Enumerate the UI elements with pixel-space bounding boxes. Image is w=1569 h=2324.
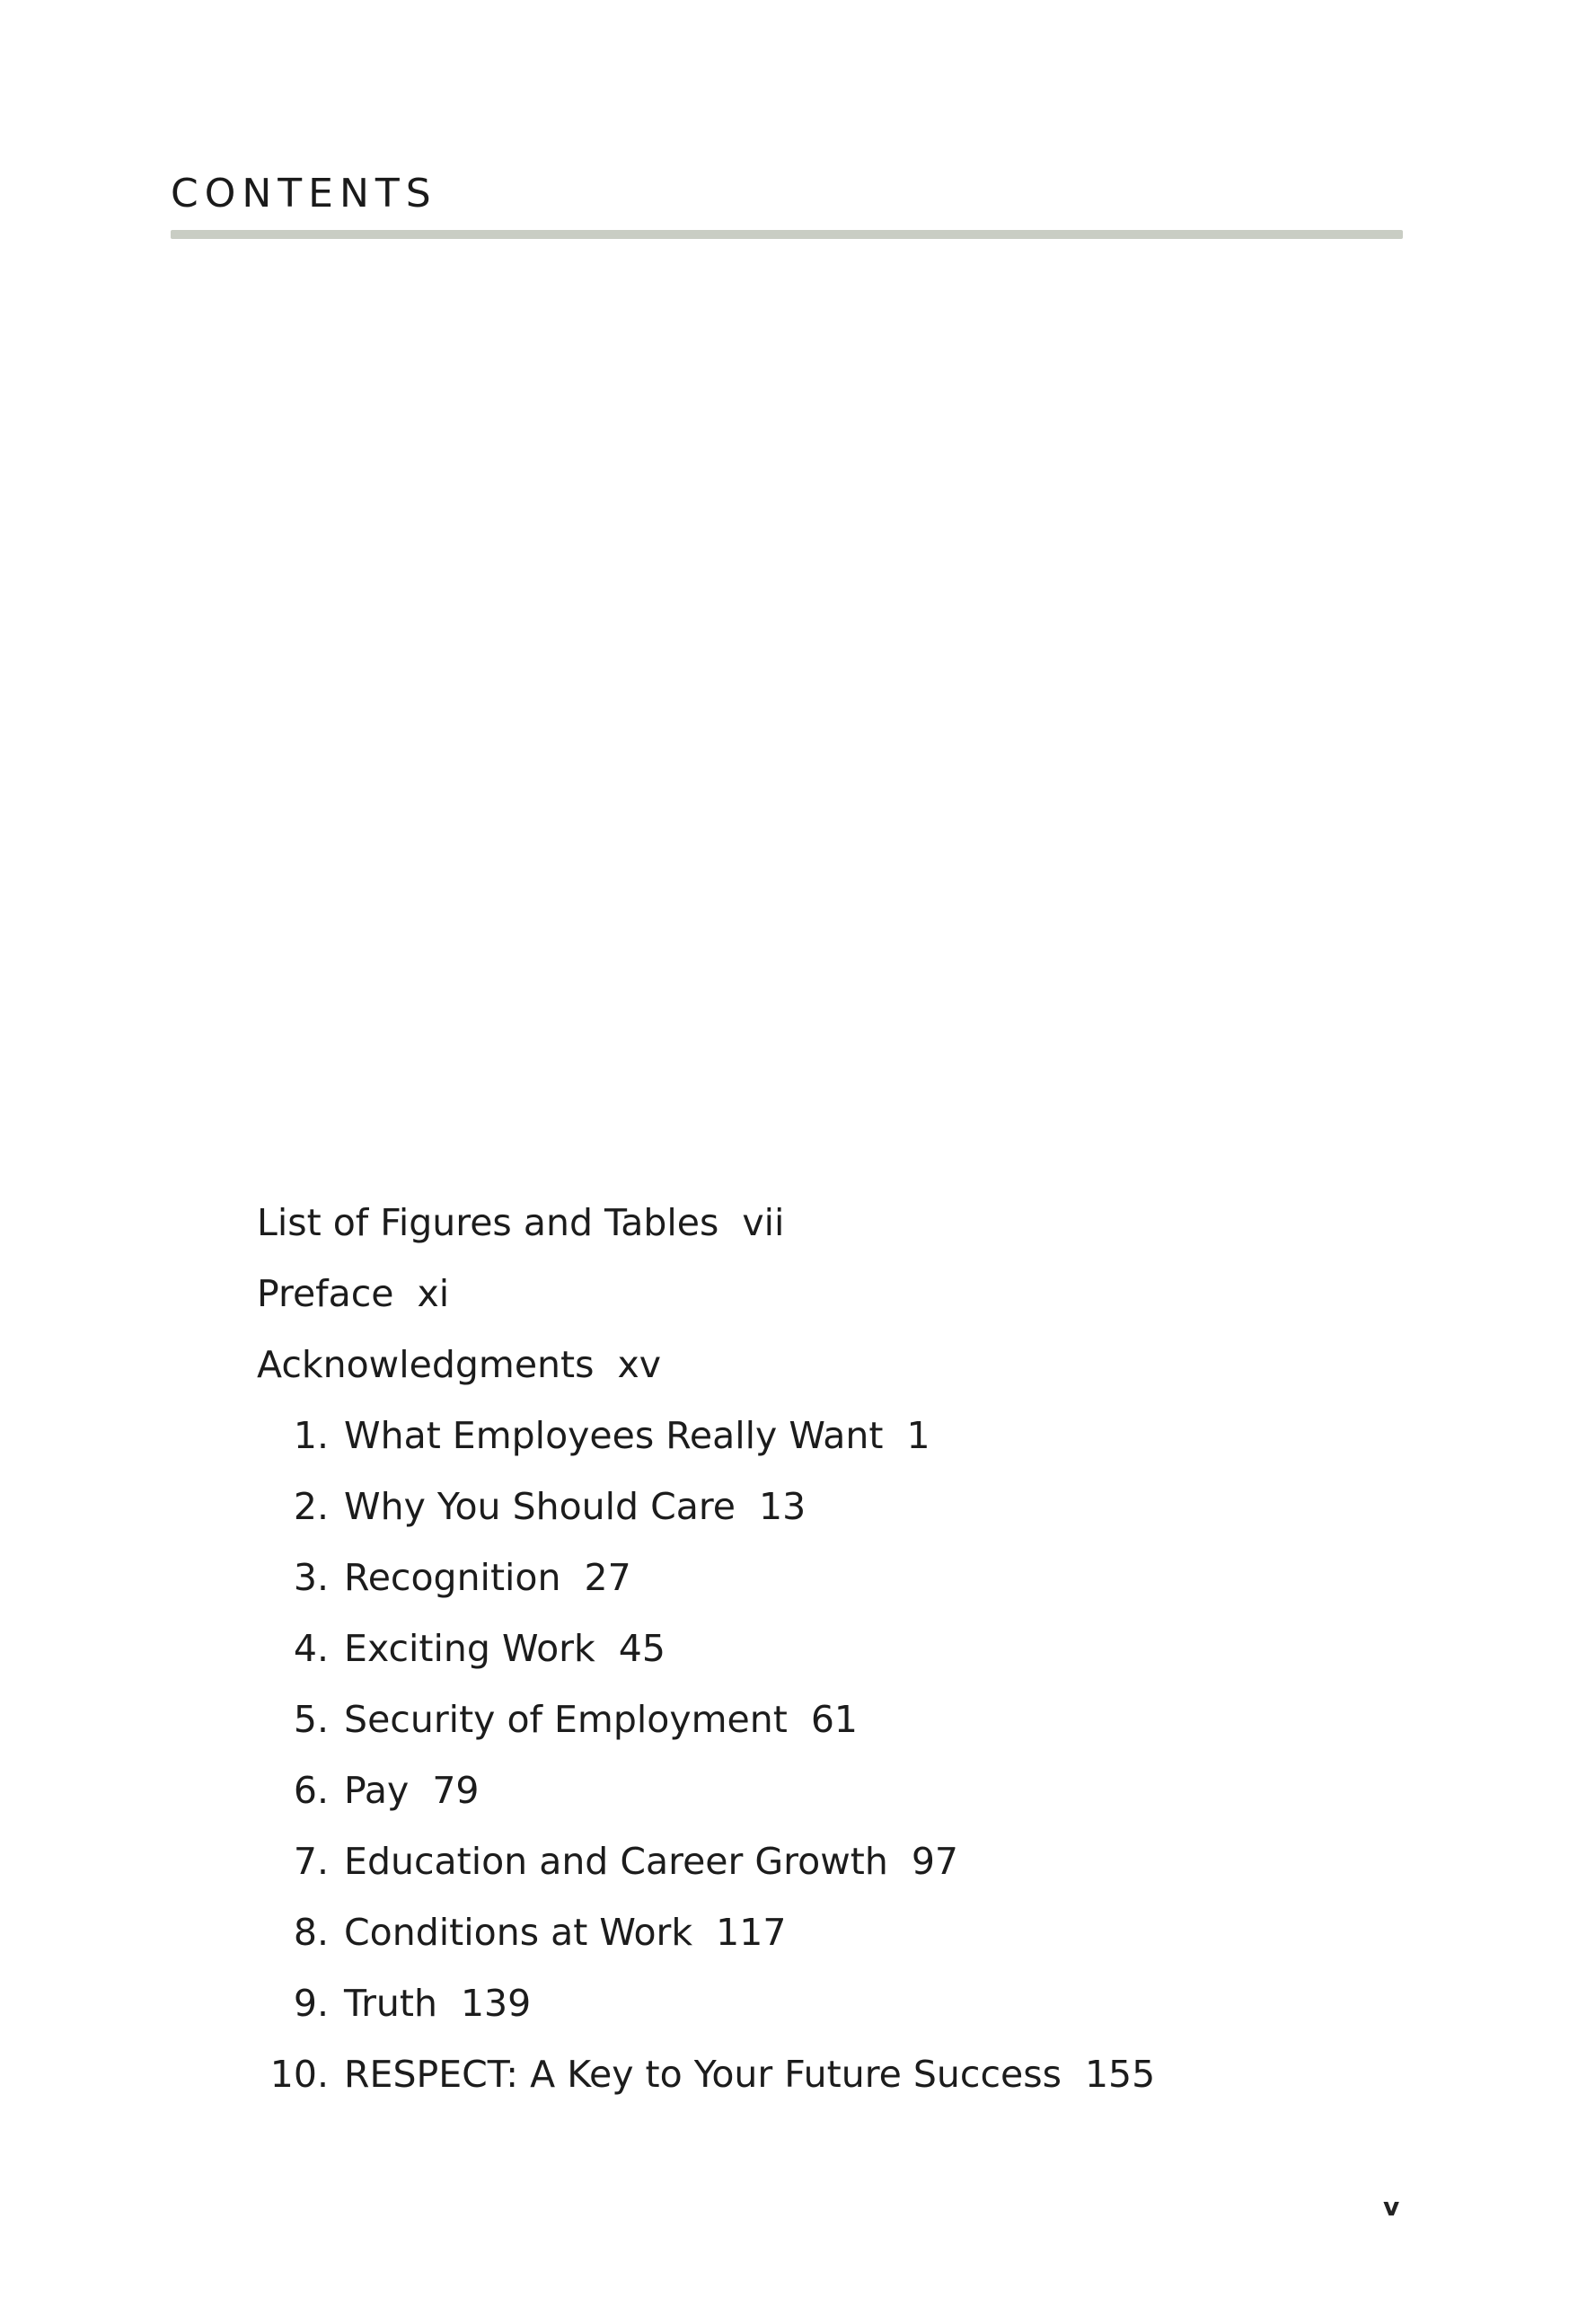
toc-entry-title: Acknowledgments (257, 1343, 595, 1386)
toc-entry-number: 5. (293, 1698, 329, 1741)
header-rule (171, 230, 1403, 239)
toc-entry-acknowledgments[interactable] (257, 1339, 1424, 1410)
page-title: CONTENTS (171, 171, 437, 216)
toc-entry-chapter-5[interactable] (257, 1694, 1424, 1765)
toc-entry-number: 10. (269, 2053, 329, 2096)
toc-entry-number: 3. (293, 1556, 329, 1599)
toc-entry-chapter-3[interactable] (257, 1552, 1424, 1623)
toc-entry-title: Truth (344, 1982, 437, 2025)
toc-entry-title: Education and Career Growth (344, 1840, 888, 1883)
toc-entry-number: 1. (293, 1414, 329, 1457)
toc-entry-chapter-4[interactable] (257, 1623, 1424, 1694)
toc-entry-preface[interactable] (257, 1268, 1424, 1339)
toc-entry-title: Preface (257, 1272, 394, 1315)
toc-entry-page: xi (417, 1272, 450, 1315)
toc-entry-page: 97 (911, 1840, 958, 1883)
toc-entry-title: Exciting Work (344, 1627, 595, 1670)
toc-entry-page: 79 (432, 1769, 480, 1812)
toc-entry-title: Conditions at Work (344, 1911, 693, 1954)
toc-entry-page: 117 (716, 1911, 787, 1954)
toc-entry-title: RESPECT: A Key to Your Future Success (344, 2053, 1062, 2096)
table-of-contents (257, 1197, 1424, 2120)
toc-entry-title: What Employees Really Want (344, 1414, 884, 1457)
toc-entry-title: Why You Should Care (344, 1485, 736, 1528)
toc-entry-title: Pay (344, 1769, 410, 1812)
toc-entry-number: 9. (293, 1982, 329, 2025)
toc-entry-chapter-10[interactable] (257, 2049, 1424, 2120)
toc-entry-page: 155 (1084, 2053, 1156, 2096)
toc-entry-list-of-figures[interactable] (257, 1197, 1424, 1268)
toc-entry-title: Recognition (344, 1556, 561, 1599)
toc-entry-number: 2. (293, 1485, 329, 1528)
toc-entry-number: 4. (293, 1627, 329, 1670)
page-number: v (1383, 2192, 1400, 2222)
toc-entry-title: Security of Employment (344, 1698, 788, 1741)
toc-entry-page: 139 (460, 1982, 532, 2025)
toc-entry-chapter-7[interactable] (257, 1836, 1424, 1907)
toc-entry-page: 1 (906, 1414, 930, 1457)
toc-entry-page: xv (617, 1343, 661, 1386)
toc-entry-chapter-9[interactable] (257, 1978, 1424, 2049)
toc-entry-title: List of Figures and Tables (257, 1201, 719, 1244)
toc-entry-page: vii (742, 1201, 785, 1244)
toc-entry-page: 13 (759, 1485, 807, 1528)
toc-entry-page: 61 (810, 1698, 859, 1741)
toc-entry-chapter-8[interactable] (257, 1907, 1424, 1978)
toc-entry-page: 27 (584, 1556, 631, 1599)
toc-entry-chapter-2[interactable] (257, 1481, 1424, 1552)
toc-entry-number: 7. (293, 1840, 329, 1883)
toc-entry-number: 6. (293, 1769, 329, 1812)
toc-entry-chapter-1[interactable] (257, 1410, 1424, 1481)
toc-entry-number: 8. (293, 1911, 329, 1954)
toc-entry-page: 45 (618, 1627, 666, 1670)
toc-entry-chapter-6[interactable] (257, 1765, 1424, 1836)
